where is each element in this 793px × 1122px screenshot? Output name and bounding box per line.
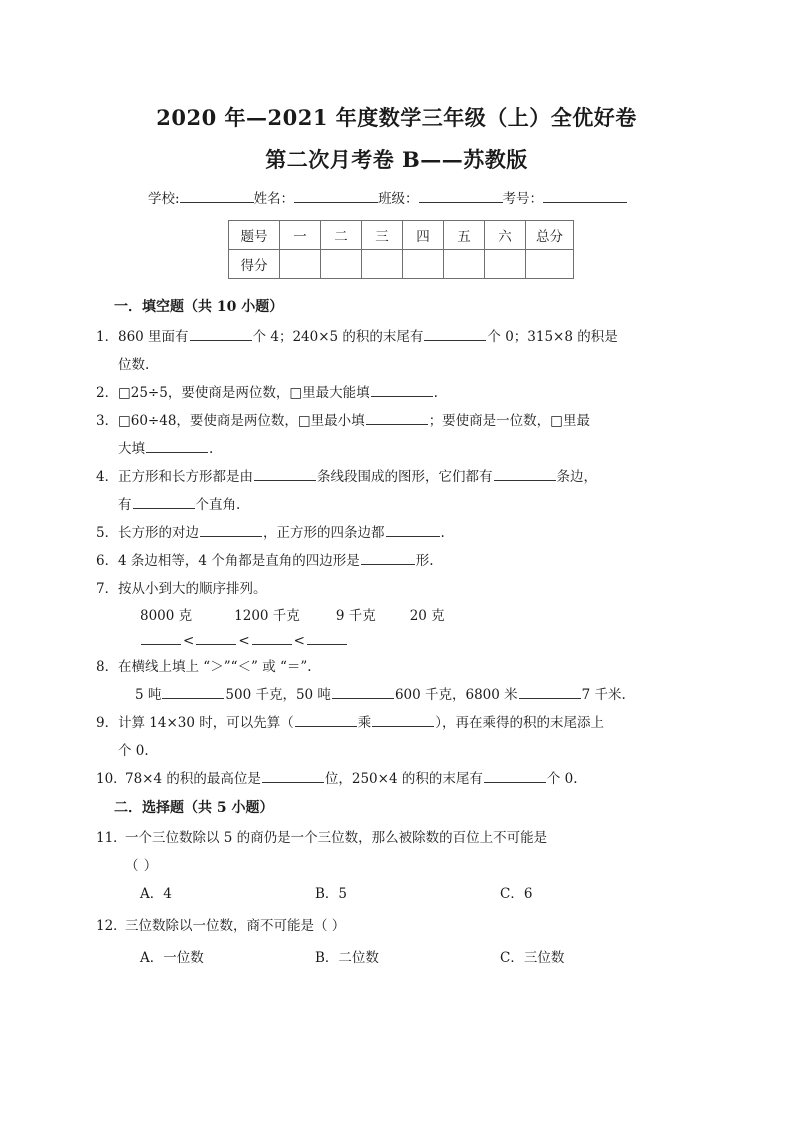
question-2-blank-1[interactable] xyxy=(371,383,433,397)
question-1-text-1: 860 里面有 xyxy=(118,329,189,345)
score-cell-1[interactable] xyxy=(280,250,321,279)
question-11-option-b[interactable]: B．5 xyxy=(315,886,348,902)
question-3-blank-1[interactable] xyxy=(366,411,428,425)
question-3-number: 3． xyxy=(96,413,119,429)
score-table-row-label: 题号 xyxy=(229,221,280,250)
question-9-text-2: 乘 xyxy=(357,715,372,731)
class-label: 班级： xyxy=(378,191,419,207)
question-10-blank-1[interactable] xyxy=(262,769,324,783)
question-4 xyxy=(0,463,793,519)
question-1-blank-1[interactable] xyxy=(190,327,252,341)
table-row-header xyxy=(229,221,574,250)
question-8-prompt: 在横线上填上 “＞”“＜” 或 “＝”. xyxy=(118,659,312,675)
question-4-text-5: 个直角. xyxy=(195,497,241,513)
question-2 xyxy=(0,379,793,407)
table-row-score xyxy=(229,250,574,279)
question-9-number: 9． xyxy=(96,715,119,731)
question-7-comparator-3: < xyxy=(293,633,305,649)
question-6 xyxy=(0,547,793,575)
question-8-blank-3[interactable] xyxy=(519,685,581,699)
question-11-option-a[interactable]: A．4 xyxy=(140,886,172,902)
question-4-blank-2[interactable] xyxy=(494,467,556,481)
score-cell-6[interactable] xyxy=(485,250,526,279)
question-11-options xyxy=(0,880,793,908)
question-12-text: 三位数除以一位数，商不可能是（ ） xyxy=(125,918,346,934)
question-11-text: 一个三位数除以 5 的商仍是一个三位数，那么被除数的百位上不可能是 xyxy=(125,830,548,846)
score-cell-5[interactable] xyxy=(444,250,485,279)
question-8-text-c-left: 6800 米 xyxy=(465,687,518,703)
question-8-text-b-right: 600 千克， xyxy=(394,687,466,703)
question-4-text-3: 条边， xyxy=(556,469,597,485)
exam-id-input-blank[interactable] xyxy=(543,188,627,203)
question-9-text-4: 个 0. xyxy=(118,743,149,759)
score-table-col-6: 六 xyxy=(485,221,526,250)
question-7-blank-1[interactable] xyxy=(141,631,181,645)
exam-content xyxy=(0,296,793,972)
question-8-text-a-right: 500 千克， xyxy=(225,687,296,703)
question-1-blank-2[interactable] xyxy=(424,327,486,341)
score-table-col-2: 二 xyxy=(321,221,362,250)
question-11-answer-paren[interactable]: （ ） xyxy=(125,858,158,874)
question-9-text-3: ），再在乘得的积的末尾添上 xyxy=(435,715,605,731)
score-row-label: 得分 xyxy=(229,250,280,279)
question-9 xyxy=(0,709,793,765)
question-7-term-1: 8000 克 xyxy=(140,608,193,624)
section-heading-multiple-choice: 二．选择题（共 5 小题） xyxy=(114,800,274,816)
question-7-prompt: 按从小到大的顺序排列。 xyxy=(118,581,267,597)
score-cell-total[interactable] xyxy=(526,250,574,279)
score-table-col-1: 一 xyxy=(280,221,321,250)
question-9-blank-1[interactable] xyxy=(295,713,357,727)
question-12-option-b[interactable]: B．二位数 xyxy=(315,950,379,966)
name-label: 姓名： xyxy=(253,191,295,207)
school-label: 学校: xyxy=(148,191,180,207)
question-8-text-c-right: 7 千米. xyxy=(581,687,626,703)
question-11-option-c[interactable]: C．6 xyxy=(500,886,533,902)
score-cell-4[interactable] xyxy=(403,250,444,279)
question-4-number: 4． xyxy=(96,469,119,485)
question-5-text-1: 长方形的对边 xyxy=(118,525,199,541)
question-6-blank-1[interactable] xyxy=(361,551,415,565)
question-12-option-c[interactable]: C．三位数 xyxy=(500,950,565,966)
question-12-number: 12． xyxy=(96,918,127,934)
question-7 xyxy=(0,575,793,603)
class-input-blank[interactable] xyxy=(419,188,503,203)
question-7-terms xyxy=(0,603,793,629)
score-table-col-5: 五 xyxy=(444,221,485,250)
question-7-blank-2[interactable] xyxy=(196,631,236,645)
question-7-term-2: 1200 千克 xyxy=(234,608,300,624)
question-6-text-2: 形. xyxy=(415,553,434,569)
score-table-col-4: 四 xyxy=(403,221,444,250)
question-2-text-1: □25÷5，要使商是两位数，□里最大能填 xyxy=(118,385,370,401)
question-1-text-3: 个 0；315×8 的积是 xyxy=(487,329,618,345)
question-8-number: 8． xyxy=(96,659,119,675)
question-7-term-3: 9 千克 xyxy=(335,608,376,624)
score-cell-2[interactable] xyxy=(321,250,362,279)
question-10-text-2: 位，250×4 的积的末尾有 xyxy=(324,771,483,787)
question-10-text-1: 78×4 的积的最高位是 xyxy=(125,771,261,787)
score-table xyxy=(228,220,574,279)
question-6-text-1: 4 条边相等，4 个角都是直角的四边形是 xyxy=(118,553,360,569)
question-7-blank-4[interactable] xyxy=(307,631,347,645)
title-block xyxy=(0,100,793,178)
question-10-blank-2[interactable] xyxy=(484,769,546,783)
question-1 xyxy=(0,323,793,379)
exam-id-label: 考号： xyxy=(502,191,544,207)
section-heading-fill-in-blanks: 一．填空题（共 10 小题） xyxy=(114,299,284,315)
question-12-options xyxy=(0,944,793,972)
student-info-line xyxy=(148,188,648,209)
question-3-text-3: 大填 xyxy=(118,441,145,457)
score-cell-3[interactable] xyxy=(362,250,403,279)
question-4-blank-3[interactable] xyxy=(133,495,195,509)
question-3-text-4: . xyxy=(209,441,214,457)
question-8-comparison-row xyxy=(0,681,793,709)
question-9-blank-2[interactable] xyxy=(372,713,434,727)
question-9-text-1: 计算 14×30 时，可以先算（ xyxy=(118,715,294,731)
question-4-text-1: 正方形和长方形都是由 xyxy=(118,469,253,485)
question-7-comparator-2: < xyxy=(238,633,250,649)
question-8-blank-2[interactable] xyxy=(332,685,394,699)
question-6-number: 6． xyxy=(96,553,119,569)
question-5-blank-1[interactable] xyxy=(200,523,262,537)
question-5-blank-2[interactable] xyxy=(386,523,440,537)
question-1-text-4: 位数. xyxy=(118,357,150,373)
page-subtitle: 第二次月考卷 B——苏教版 xyxy=(265,147,528,172)
question-8-text-a-left: 5 吨 xyxy=(135,687,162,703)
question-7-blank-3[interactable] xyxy=(252,631,292,645)
question-7-number: 7． xyxy=(96,581,119,597)
question-5-text-3: . xyxy=(440,525,445,541)
question-5-number: 5． xyxy=(96,525,119,541)
question-4-text-4: 有 xyxy=(118,497,132,513)
question-8-text-b-left: 50 吨 xyxy=(295,687,331,703)
name-input-blank[interactable] xyxy=(294,188,378,203)
score-table-col-3: 三 xyxy=(362,221,403,250)
question-1-text-2: 个 4；240×5 的积的末尾有 xyxy=(252,329,424,345)
question-1-number: 1． xyxy=(96,329,119,345)
question-5 xyxy=(0,519,793,547)
school-input-blank[interactable] xyxy=(180,188,254,203)
question-7-answer-row xyxy=(0,629,793,653)
question-2-text-2: . xyxy=(433,385,438,401)
question-7-comparator-1: < xyxy=(183,633,195,649)
question-3 xyxy=(0,407,793,463)
question-10-text-3: 个 0. xyxy=(546,771,578,787)
question-10 xyxy=(0,765,793,793)
question-10-number: 10． xyxy=(96,771,127,787)
score-table-col-total: 总分 xyxy=(526,221,574,250)
question-8 xyxy=(0,653,793,681)
question-12 xyxy=(0,912,793,940)
question-11-number: 11． xyxy=(96,830,127,846)
question-4-blank-1[interactable] xyxy=(254,467,316,481)
question-8-blank-1[interactable] xyxy=(162,685,224,699)
question-3-text-1: □60÷48，要使商是两位数，□里最小填 xyxy=(118,413,365,429)
question-4-text-2: 条线段围成的图形，它们都有 xyxy=(317,469,493,485)
question-5-text-2: ，正方形的四条边都 xyxy=(263,525,385,541)
question-2-number: 2． xyxy=(96,385,119,401)
page-title: 2020 年—2021 年度数学三年级（上）全优好卷 xyxy=(156,105,637,130)
question-3-text-2: ；要使商是一位数，□里最 xyxy=(428,413,590,429)
question-12-option-a[interactable]: A．一位数 xyxy=(140,950,204,966)
question-3-blank-2[interactable] xyxy=(146,439,208,453)
question-11 xyxy=(0,824,793,880)
question-7-term-4: 20 克 xyxy=(409,608,445,624)
